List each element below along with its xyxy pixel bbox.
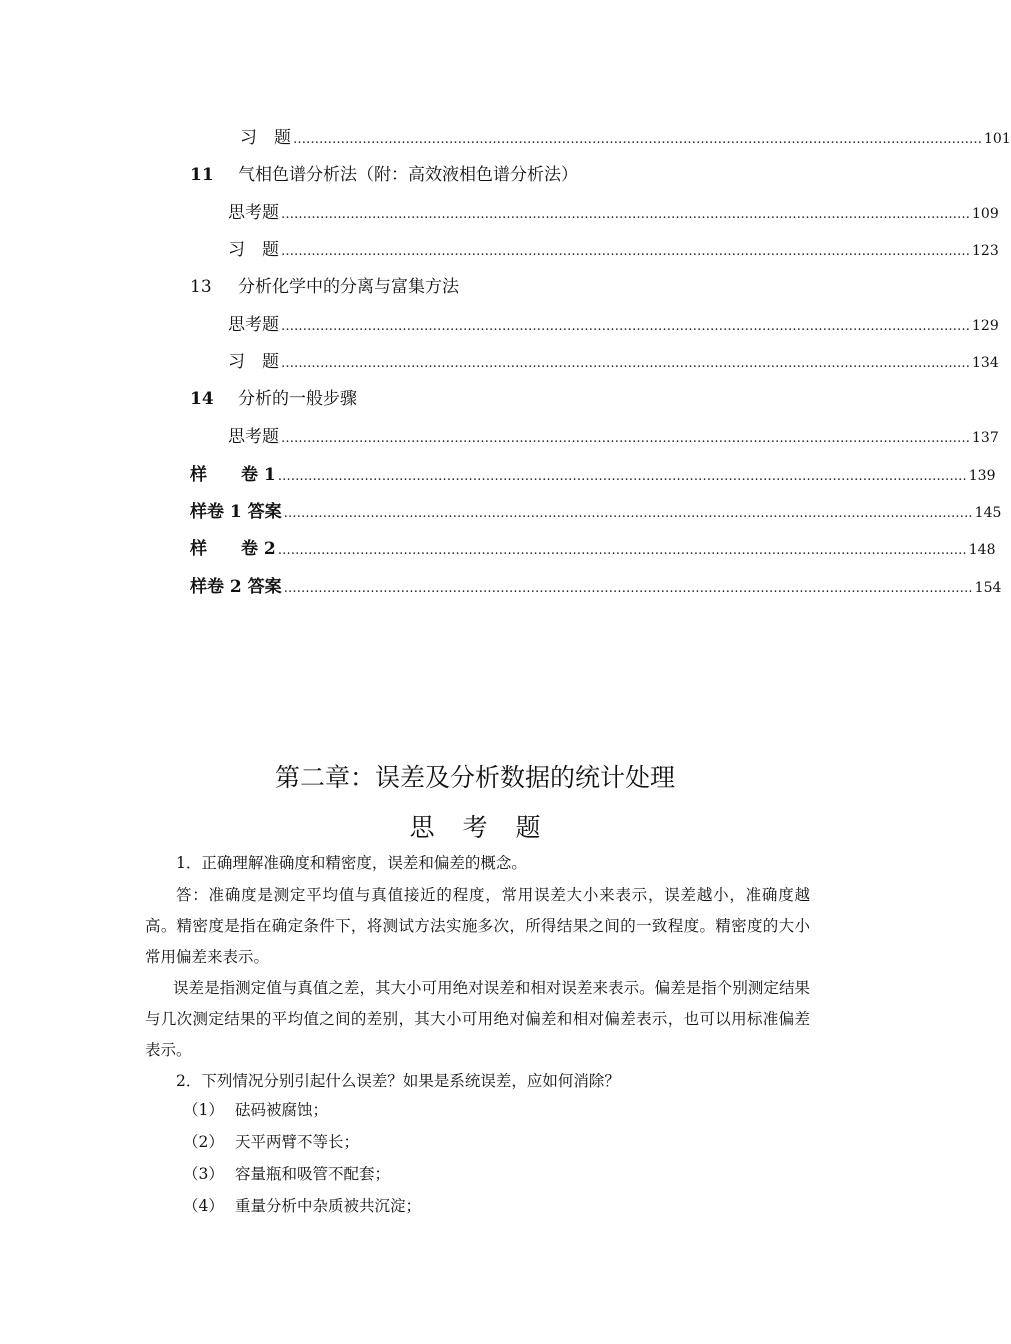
chapter-title: 分析的一般步骤 bbox=[238, 389, 357, 409]
toc-page-number: 145 bbox=[974, 505, 1002, 521]
toc-entry[interactable] bbox=[190, 534, 996, 559]
option-text: 重量分析中杂质被共沉淀； bbox=[235, 1197, 422, 1215]
toc-label: 思考题 bbox=[228, 203, 279, 223]
toc-label: 习 题 bbox=[228, 352, 279, 372]
toc-entry[interactable] bbox=[228, 422, 999, 447]
toc-entry[interactable] bbox=[228, 235, 999, 260]
chapter-number: 13 bbox=[190, 277, 212, 297]
toc-leader: …………………………………………………………………………………………………………………………………………… bbox=[281, 356, 970, 371]
toc-chapter-heading[interactable] bbox=[190, 272, 459, 297]
toc-label: 思考题 bbox=[228, 315, 279, 335]
toc-leader: …………………………………………………………………………………………………………………………………………… bbox=[281, 244, 970, 259]
option-number: （3） bbox=[183, 1165, 224, 1183]
toc-label: 样卷 1 答案 bbox=[190, 502, 282, 522]
toc-entry[interactable] bbox=[228, 347, 999, 372]
toc-page-number: 109 bbox=[972, 206, 999, 222]
question-1: 1．正确理解准确度和精密度，误差和偏差的概念。 bbox=[176, 854, 527, 872]
toc-chapter-heading[interactable] bbox=[190, 384, 357, 409]
answer-1-paragraph-1: 答：准确度是测定平均值与真值接近的程度，常用误差大小来表示，误差越小，准确度越高。精密度是指在确定条件下，将测试方法实施多次，所得结果之间的一致程度。精密度的大小常用偏差来表示。 bbox=[145, 886, 810, 966]
chapter-title: 气相色谱分析法（附：高效液相色谱分析法） bbox=[238, 165, 578, 185]
toc-leader: …………………………………………………………………………………………………………………………………………… bbox=[281, 207, 970, 222]
toc-label: 习 题 bbox=[240, 128, 291, 148]
chapter-title: 分析化学中的分离与富集方法 bbox=[238, 277, 459, 297]
toc-entry[interactable] bbox=[228, 310, 999, 335]
toc-leader: …………………………………………………………………………………………………………………………………………… bbox=[283, 581, 973, 596]
option-number: （2） bbox=[183, 1133, 224, 1151]
toc-label: 思考题 bbox=[228, 427, 279, 447]
toc-leader: …………………………………………………………………………………………………………………………………………… bbox=[277, 543, 967, 558]
toc-label: 样 卷 2 bbox=[190, 539, 276, 559]
toc-page-number: 137 bbox=[972, 430, 999, 446]
question-2: 2．下列情况分别引起什么误差？如果是系统误差，应如何消除？ bbox=[176, 1072, 620, 1090]
chapter-number: 14 bbox=[190, 389, 214, 409]
toc-leader: …………………………………………………………………………………………………………………………………………… bbox=[277, 469, 967, 484]
toc-page-number: 154 bbox=[974, 580, 1002, 596]
toc-chapter-heading[interactable] bbox=[190, 160, 578, 185]
answer-1-paragraph-2: 误差是指测定值与真值之差，其大小可用绝对误差和相对误差来表示。偏差是指个别测定结果与几次测定结果的平均值之间的差别，其大小可用绝对偏差和相对偏差表示，也可以用标准偏差表示。 bbox=[145, 979, 810, 1059]
toc-leader: …………………………………………………………………………………………………………………………………………… bbox=[281, 319, 970, 334]
chapter-title: 第二章：误差及分析数据的统计处理 bbox=[274, 763, 675, 792]
option-item bbox=[183, 1194, 421, 1216]
toc-label: 习 题 bbox=[228, 240, 279, 260]
toc-entry[interactable] bbox=[190, 572, 1002, 597]
option-text: 容量瓶和吸管不配套； bbox=[235, 1165, 391, 1183]
toc-entry[interactable] bbox=[190, 460, 996, 485]
chapter-number: 11 bbox=[190, 165, 214, 185]
toc-page-number: 134 bbox=[972, 355, 999, 371]
option-item bbox=[183, 1162, 390, 1184]
toc-label: 样 卷 1 bbox=[190, 465, 276, 485]
toc-entry[interactable] bbox=[190, 497, 1002, 522]
section-subtitle: 思考题 bbox=[409, 813, 569, 842]
toc-page-number: 139 bbox=[968, 468, 996, 484]
toc-leader: …………………………………………………………………………………………………………………………………………… bbox=[281, 431, 970, 446]
option-number: （1） bbox=[183, 1101, 224, 1119]
toc-page-number: 123 bbox=[972, 243, 999, 259]
option-text: 天平两臂不等长； bbox=[235, 1133, 360, 1151]
toc-entry[interactable] bbox=[240, 123, 1011, 148]
toc-leader: …………………………………………………………………………………………………………………………………………… bbox=[293, 132, 982, 147]
toc-page-number: 148 bbox=[968, 542, 996, 558]
toc-page-number: 129 bbox=[972, 318, 999, 334]
option-item bbox=[183, 1130, 359, 1152]
toc-page-number: 101 bbox=[984, 131, 1011, 147]
toc-label: 样卷 2 答案 bbox=[190, 577, 282, 597]
option-text: 砝码被腐蚀； bbox=[235, 1101, 329, 1119]
option-number: （4） bbox=[183, 1197, 224, 1215]
toc-leader: …………………………………………………………………………………………………………………………………………… bbox=[283, 506, 973, 521]
option-item bbox=[183, 1098, 328, 1120]
toc-entry[interactable] bbox=[228, 198, 999, 223]
